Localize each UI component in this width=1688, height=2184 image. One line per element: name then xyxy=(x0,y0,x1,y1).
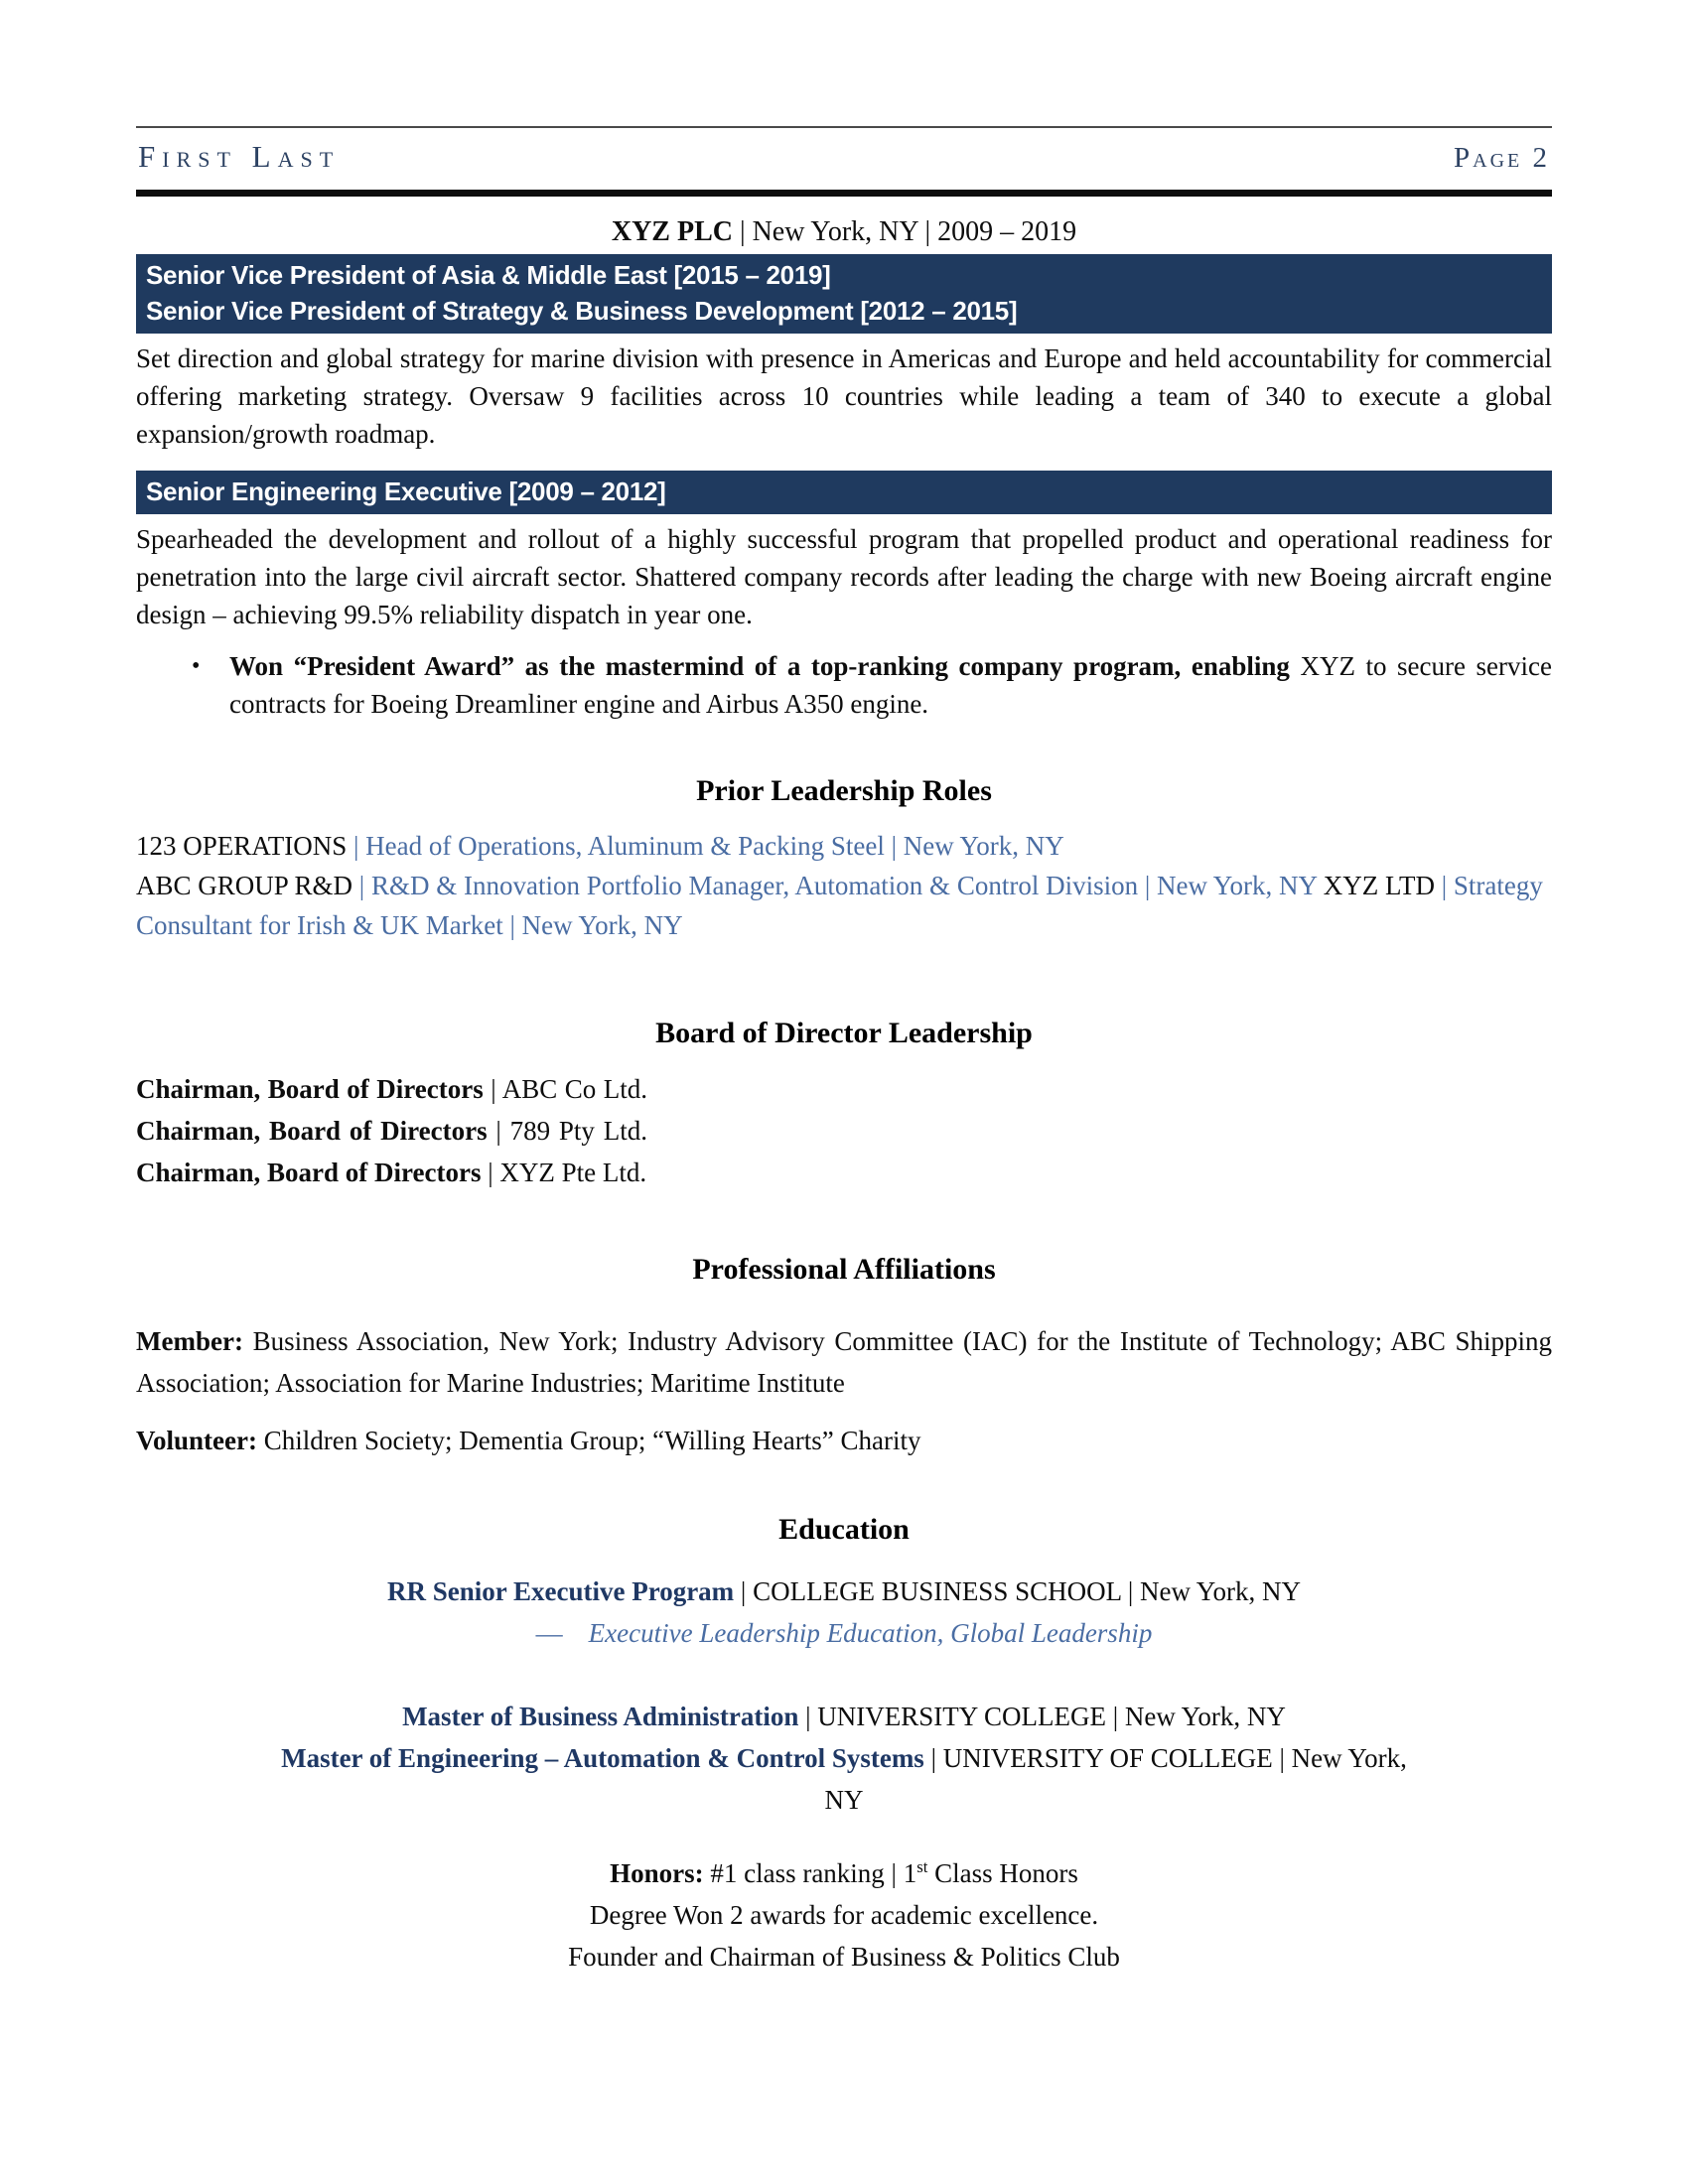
section-heading-education: Education xyxy=(778,1513,910,1546)
bullet-bold-text: Won “President Award” as the mastermind of a top-ranking company program, enabling xyxy=(229,651,1290,681)
education-entry xyxy=(273,1696,1415,1737)
member-paragraph xyxy=(136,1320,1552,1404)
honors-label: Honors: xyxy=(610,1858,704,1888)
page-number: Page 2 xyxy=(1454,142,1550,174)
education-entry xyxy=(273,1737,1415,1821)
role2-summary: Spearheaded the development and rollout of a highly successful program that propelled product and operational readiness for penetration into the large civil aircraft sector. Shattered company records after leading the charge with new Boeing aircraft engine design – achieving 99.5% reliability dispatch in year one. xyxy=(136,524,1552,629)
volunteer-label: Volunteer: xyxy=(136,1426,257,1455)
title-bar-3: Senior Engineering Executive [2009 – 2012] xyxy=(136,471,1552,514)
page-content xyxy=(0,126,1688,1978)
title-bar-2: Senior Vice President of Strategy & Business Development [2012 – 2015] xyxy=(146,296,1018,326)
company-name: XYZ PLC xyxy=(611,216,733,247)
ordinal-superscript: st xyxy=(916,1857,928,1876)
prior-role-row xyxy=(136,826,1552,866)
candidate-name: First Last xyxy=(138,139,341,174)
title-bar-1: Senior Vice President of Asia & Middle East [2015 – 2019] xyxy=(146,260,831,290)
board-company: | ABC Co Ltd. xyxy=(483,1074,647,1104)
prior-role-detail: | R&D & Innovation Portfolio Manager, Automation & Control Division | New York, NY xyxy=(358,871,1324,900)
bullet-text xyxy=(229,647,1552,723)
education-block xyxy=(273,1570,1415,1978)
bullet-icon: • xyxy=(192,653,201,679)
title-bar-group xyxy=(136,254,1552,334)
em-dash: — xyxy=(535,1618,563,1648)
prior-role-row xyxy=(136,866,1552,945)
board-role-title: Chairman, Board of Directors xyxy=(136,1074,484,1104)
company-location-dates: | New York, NY | 2009 – 2019 xyxy=(732,216,1077,247)
prior-role-company: 123 OPERATIONS xyxy=(136,831,354,861)
honors-line: Degree Won 2 awards for academic excellence. xyxy=(589,1900,1099,1930)
role1-summary: Set direction and global strategy for marine division with presence in Americas and Europe and held accountability for commercial offering marketing strategy. Oversaw 9 facilities across 10 countries while leading a team of 340 to execute a global expansion/growth roadmap. xyxy=(136,343,1552,449)
prior-role-detail: | Strategy Consultant for Irish & UK Market | New York, NY xyxy=(136,871,1543,940)
honors-text: Class Honors xyxy=(927,1858,1078,1888)
education-detail: | COLLEGE BUSINESS SCHOOL | New York, NY xyxy=(734,1576,1302,1606)
education-program: RR Senior Executive Program xyxy=(386,1576,735,1606)
education-detail: | UNIVERSITY COLLEGE | New York, NY xyxy=(798,1702,1286,1731)
prior-role-company: XYZ LTD xyxy=(1323,871,1442,900)
board-company: | 789 Pty Ltd. xyxy=(487,1116,647,1146)
board-company: | XYZ Pte Ltd. xyxy=(481,1158,647,1187)
board-roles-paragraph xyxy=(136,1068,647,1193)
member-text: Business Association, New York; Industry Advisory Committee (IAC) for the Institute of Technology; ABC Shipping Association; Association for Marine Industries; Maritime Institute xyxy=(136,1326,1552,1398)
education-entry xyxy=(273,1570,1415,1612)
prior-role-company: ABC GROUP R&D xyxy=(136,871,359,900)
board-role-title: Chairman, Board of Directors xyxy=(136,1158,482,1187)
honors-group xyxy=(273,1852,1415,1978)
company-line xyxy=(136,216,1552,248)
section-heading-affiliations: Professional Affiliations xyxy=(692,1253,996,1286)
honors-line: Founder and Chairman of Business & Politics Club xyxy=(568,1942,1120,1972)
section-heading-board: Board of Director Leadership xyxy=(655,1017,1033,1049)
achievement-bullet xyxy=(136,647,1552,723)
section-heading-prior-roles: Prior Leadership Roles xyxy=(696,774,992,807)
education-program: Master of Engineering – Automation & Control Systems xyxy=(281,1743,924,1773)
education-focus-line xyxy=(273,1612,1415,1654)
spacer xyxy=(273,1654,1415,1696)
honors-line xyxy=(273,1852,1415,1894)
page-header xyxy=(136,126,1552,197)
volunteer-text: Children Society; Dementia Group; “Willing Hearts” Charity xyxy=(257,1426,921,1455)
bullet-regular-text: XYZ to secure service contracts for Boeing Dreamliner engine and Airbus A350 engine. xyxy=(229,651,1552,719)
volunteer-paragraph xyxy=(136,1420,1552,1461)
board-role-title: Chairman, Board of Directors xyxy=(136,1116,488,1146)
prior-roles-list xyxy=(136,826,1552,945)
honors-text: #1 class ranking | 1 xyxy=(703,1858,917,1888)
education-program: Master of Business Administration xyxy=(402,1702,799,1731)
member-label: Member: xyxy=(136,1326,243,1356)
education-focus-text: Executive Leadership Education, Global Leadership xyxy=(588,1618,1153,1648)
prior-role-detail: | Head of Operations, Aluminum & Packing Steel | New York, NY xyxy=(353,831,1064,861)
education-detail: | UNIVERSITY OF COLLEGE | New York, NY xyxy=(824,1743,1407,1815)
